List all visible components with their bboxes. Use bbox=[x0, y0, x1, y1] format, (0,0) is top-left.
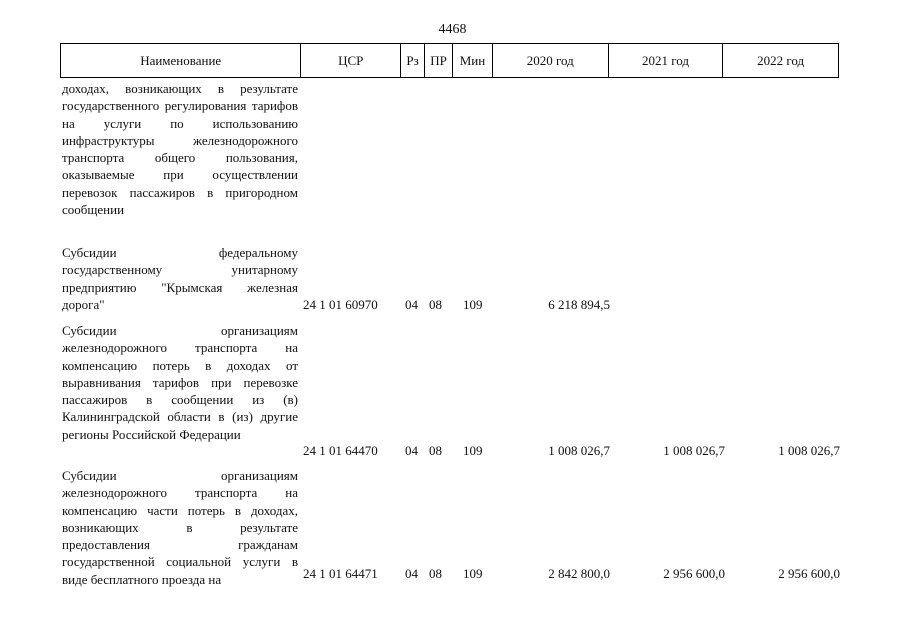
row-2021: 1 008 026,7 bbox=[663, 443, 725, 458]
header-csr: ЦСР bbox=[300, 44, 400, 77]
row-csr: 24 1 01 64470 bbox=[303, 443, 378, 458]
row-description: Субсидии федеральному государственному унитарному предприятию "Крымская железная дорога" bbox=[62, 245, 298, 312]
header-min: Мин bbox=[452, 44, 492, 77]
header-rz: Рз bbox=[400, 44, 424, 77]
row-2022: 2 956 600,0 bbox=[778, 566, 840, 581]
page-number: 4468 bbox=[438, 22, 467, 37]
row-rz: 04 bbox=[405, 566, 418, 581]
row-2020: 1 008 026,7 bbox=[548, 443, 610, 458]
row-2021: 2 956 600,0 bbox=[663, 566, 725, 581]
row-csr: 24 1 01 64471 bbox=[303, 566, 378, 581]
table-header bbox=[60, 43, 839, 78]
row-rz: 04 bbox=[405, 297, 418, 312]
row-min: 109 bbox=[463, 443, 483, 458]
row-rz: 04 bbox=[405, 443, 418, 458]
row-min: 109 bbox=[463, 297, 483, 312]
row-description: Субсидии организациям железнодорожного транспорта на компенсацию потерь в доходах от выравнивания тарифов при перевозке пассажиров в сообщении из (в) Калининградской области в (из) другие регионы Российской Федерации bbox=[62, 323, 298, 442]
row-2020: 2 842 800,0 bbox=[548, 566, 610, 581]
row-pr: 08 bbox=[429, 297, 442, 312]
header-name: Наименование bbox=[140, 52, 222, 68]
header-2022: 2022 год bbox=[722, 44, 838, 77]
row-csr: 24 1 01 60970 bbox=[303, 297, 378, 312]
row-description: доходах, возникающих в результате государственного регулирования тарифов на услуги по использованию инфраструктуры железнодорожного транспорта общего пользования, оказываемые при осуществлении перевозок пассажиров в пригородном сообщении bbox=[62, 81, 298, 218]
row-2020: 6 218 894,5 bbox=[548, 297, 610, 312]
header-pr: ПР bbox=[424, 44, 452, 77]
row-pr: 08 bbox=[429, 443, 442, 458]
row-pr: 08 bbox=[429, 566, 442, 581]
header-2020: 2020 год bbox=[492, 44, 608, 77]
header-2021: 2021 год bbox=[608, 44, 723, 77]
row-min: 109 bbox=[463, 566, 483, 581]
row-description: Субсидии организациям железнодорожного транспорта на компенсацию части потерь в доходах, возникающих в результате предоставления гражданам государственной социальной услуги в виде бесплатного проезда на bbox=[62, 468, 298, 587]
row-2022: 1 008 026,7 bbox=[778, 443, 840, 458]
